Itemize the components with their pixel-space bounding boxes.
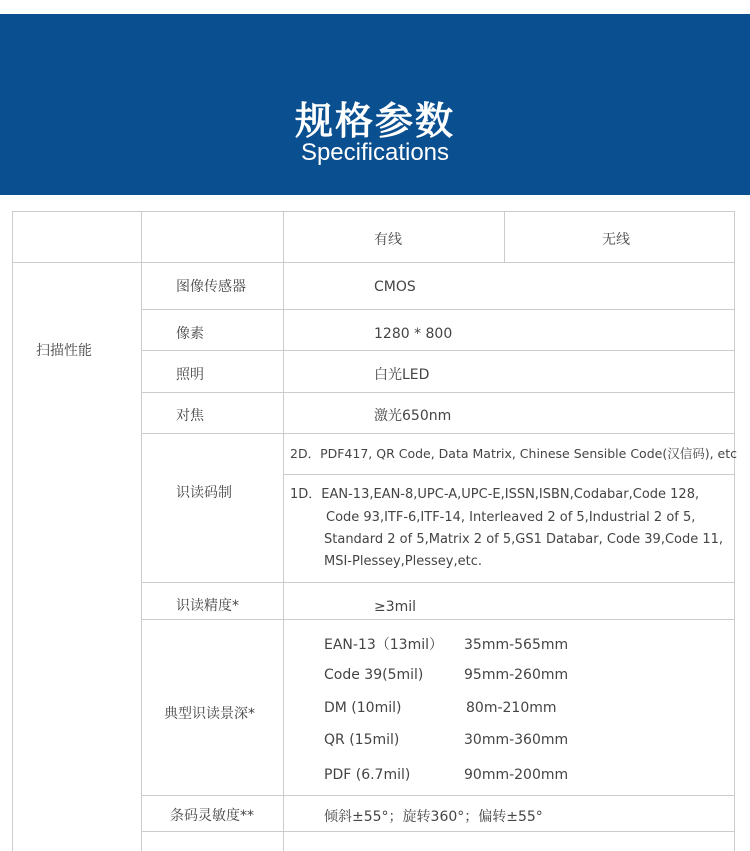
grid-line [141, 795, 735, 796]
label-symbologies: 识读码制 [176, 485, 232, 501]
value-1d-line-1: 1D．EAN-13,EAN-8,UPC-A,UPC-E,ISSN,ISBN,Codabar,Code 128, [290, 487, 700, 502]
banner-subtitle: Specifications [300, 139, 450, 166]
label-lighting: 照明 [176, 367, 204, 383]
title-banner [0, 14, 750, 195]
grid-line [12, 262, 735, 263]
depth-range-2: 95mm-260mm [464, 667, 569, 683]
grid-line [141, 211, 142, 851]
grid-line [283, 211, 284, 851]
value-sensor: CMOS [374, 279, 416, 295]
grid-line [141, 619, 735, 620]
grid-line [504, 211, 505, 262]
spec-table [12, 211, 735, 851]
depth-code-4: QR (15mil) [324, 732, 400, 748]
depth-code-5: PDF (6.7mil) [324, 767, 411, 783]
label-sensor: 图像传感器 [176, 279, 246, 295]
label-precision: 识读精度* [176, 598, 239, 614]
value-sensitivity: 倾斜±55°；旋转360°；偏转±55° [324, 809, 543, 825]
value-1d-line-2: Code 93,ITF-6,ITF-14, Interleaved 2 of 5,Industrial 2 of 5, [326, 510, 696, 525]
grid-line [141, 831, 735, 832]
label-pixels: 像素 [176, 326, 204, 342]
label-depth: 典型识读景深* [164, 706, 255, 722]
value-focus: 激光650nm [374, 408, 452, 424]
grid-line [141, 350, 735, 351]
value-pixels: 1280 * 800 [374, 326, 453, 342]
value-precision: ≥3mil [374, 599, 417, 615]
depth-range-4: 30mm-360mm [464, 732, 569, 748]
grid-line [141, 392, 735, 393]
banner-title: 规格参数 [294, 99, 455, 143]
value-2d-symbologies: 2D．PDF417, QR Code, Data Matrix, Chinese Sensible Code(汉信码), etc [290, 446, 737, 461]
depth-range-3: 80m-210mm [466, 700, 557, 716]
top-strip [0, 0, 750, 14]
category-label: 扫描性能 [36, 343, 92, 359]
grid-line [12, 211, 735, 212]
value-1d-line-3: Standard 2 of 5,Matrix 2 of 5,GS1 Databar, Code 39,Code 11, [324, 532, 724, 547]
grid-line [283, 474, 735, 475]
grid-line [141, 433, 735, 434]
header-wired: 有线 [374, 232, 402, 248]
grid-line [141, 309, 735, 310]
grid-line [12, 211, 13, 851]
depth-code-1: EAN-13（13mil） [324, 637, 443, 653]
label-sensitivity: 条码灵敏度** [170, 808, 254, 824]
depth-range-1: 35mm-565mm [464, 637, 569, 653]
value-1d-line-4: MSI-Plessey,Plessey,etc. [324, 554, 483, 569]
header-wireless: 无线 [602, 232, 630, 248]
depth-code-2: Code 39(5mil) [324, 667, 424, 683]
depth-range-5: 90mm-200mm [464, 767, 569, 783]
value-lighting: 白光LED [374, 367, 430, 383]
grid-line [734, 211, 735, 851]
label-focus: 对焦 [176, 408, 204, 424]
depth-code-3: DM (10mil) [324, 700, 402, 716]
grid-line [141, 582, 735, 583]
